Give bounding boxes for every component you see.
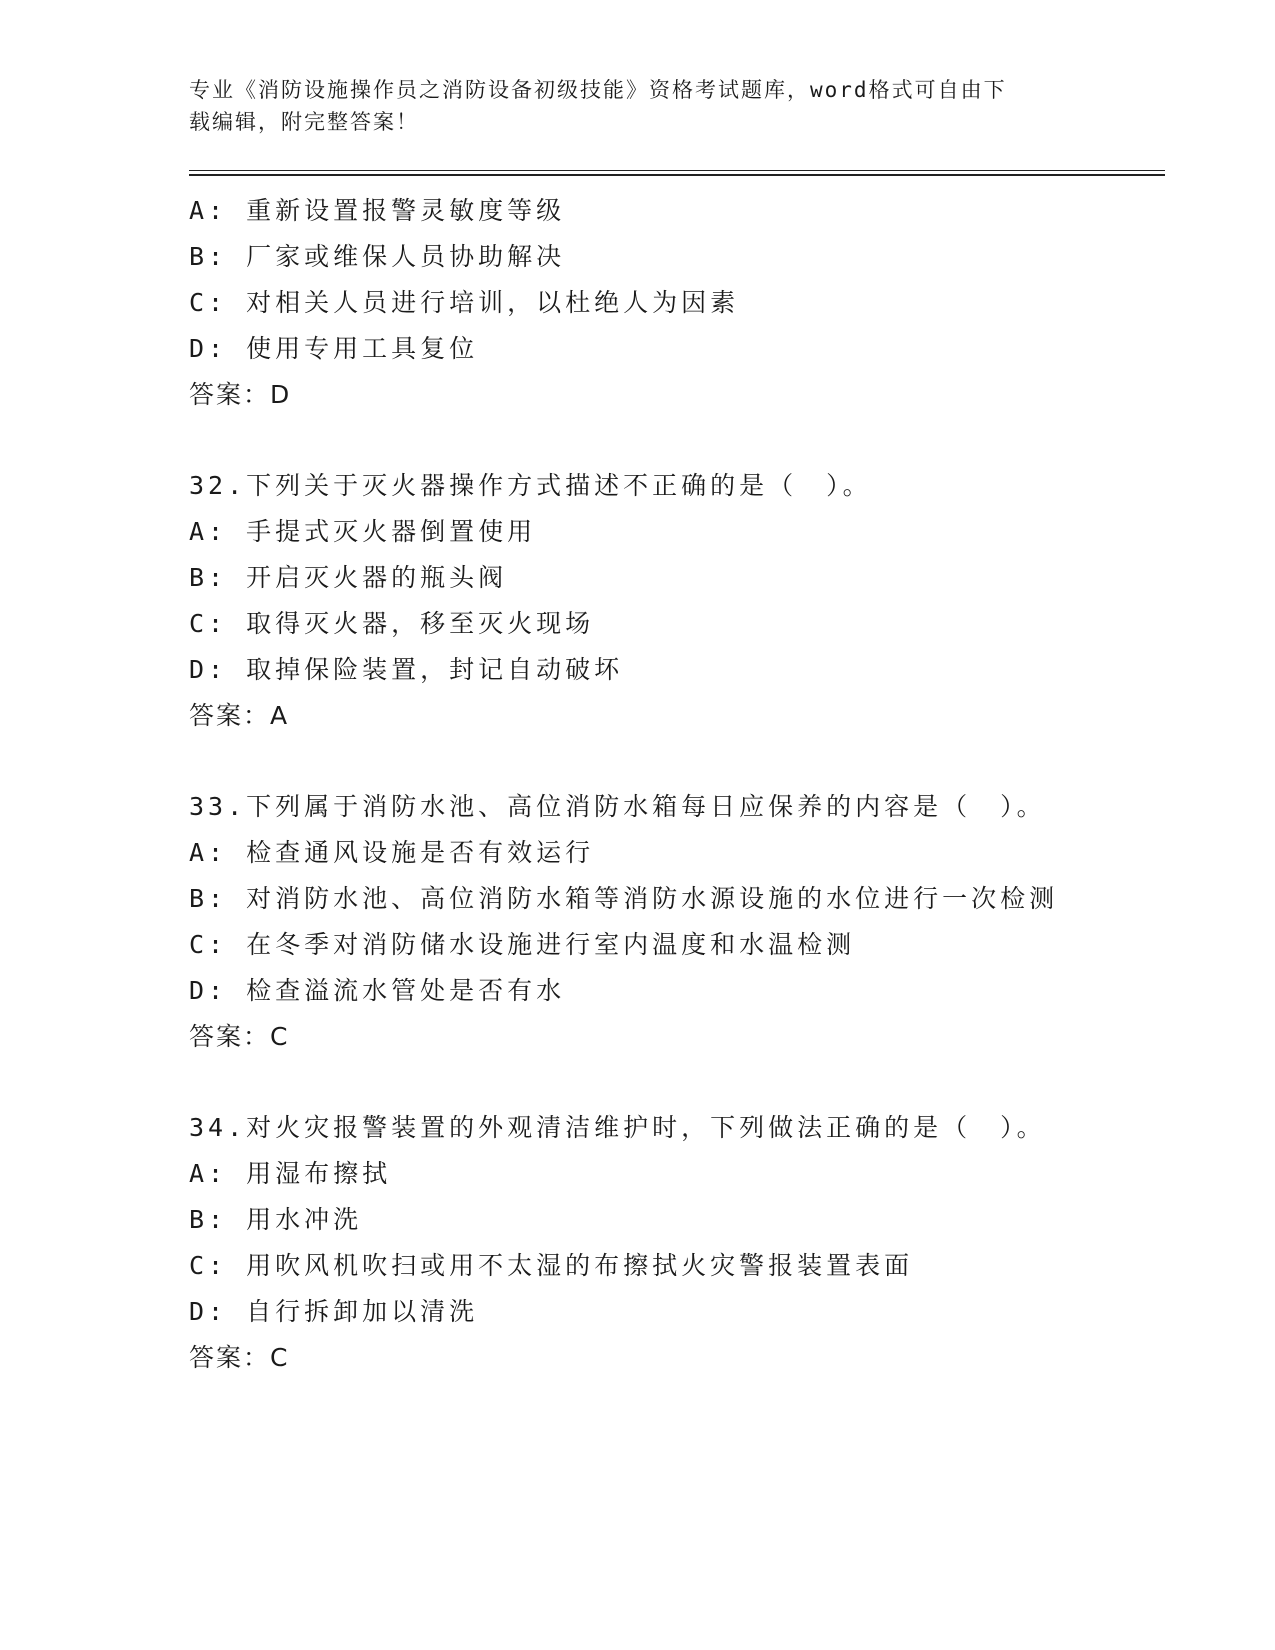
option-b: B: 用水冲洗: [189, 1205, 363, 1234]
question-stem: 34.对火灾报警装置的外观清洁维护时，下列做法正确的是（ ）。: [189, 1113, 1046, 1142]
answer-line: 答案：D: [189, 380, 292, 409]
option-d: D: 自行拆卸加以清洗: [189, 1297, 479, 1326]
option-d: D: 取掉保险装置，封记自动破坏: [189, 655, 624, 684]
question-31-continued: [189, 188, 1149, 418]
question-stem: 33.下列属于消防水池、高位消防水箱每日应保养的内容是（ ）。: [189, 792, 1046, 821]
option-a: A: 重新设置报警灵敏度等级: [189, 196, 566, 225]
header-line-1: 专业《消防设施操作员之消防设备初级技能》资格考试题库，word格式可自由下: [189, 78, 1007, 102]
answer-line: 答案：A: [189, 701, 290, 730]
header-rule-top: [189, 170, 1165, 171]
option-c: C: 在冬季对消防储水设施进行室内温度和水温检测: [189, 930, 856, 959]
option-c: C: 对相关人员进行培训，以杜绝人为因素: [189, 288, 740, 317]
question-list: [189, 188, 1149, 1381]
question-stem: 32.下列关于灭火器操作方式描述不正确的是（ ）。: [189, 471, 872, 500]
document-header: [189, 74, 1089, 138]
question-33: [189, 784, 1149, 1060]
option-b: B: 厂家或维保人员协助解决: [189, 242, 566, 271]
option-c: C: 取得灭火器，移至灭火现场: [189, 609, 595, 638]
header-line-2: 载编辑，附完整答案！: [189, 110, 419, 134]
header-rule-bottom: [189, 174, 1165, 176]
option-a: A: 用湿布擦拭: [189, 1159, 392, 1188]
option-a: A: 检查通风设施是否有效运行: [189, 838, 595, 867]
option-b: B: 对消防水池、高位消防水箱等消防水源设施的水位进行一次检测: [189, 884, 1059, 913]
question-32: [189, 463, 1149, 739]
answer-line: 答案：C: [189, 1022, 290, 1051]
question-34: [189, 1105, 1149, 1381]
answer-line: 答案：C: [189, 1343, 290, 1372]
option-b: B: 开启灭火器的瓶头阀: [189, 563, 508, 592]
option-d: D: 使用专用工具复位: [189, 334, 479, 363]
option-a: A: 手提式灭火器倒置使用: [189, 517, 537, 546]
option-c: C: 用吹风机吹扫或用不太湿的布擦拭火灾警报装置表面: [189, 1251, 914, 1280]
option-d: D: 检查溢流水管处是否有水: [189, 976, 566, 1005]
